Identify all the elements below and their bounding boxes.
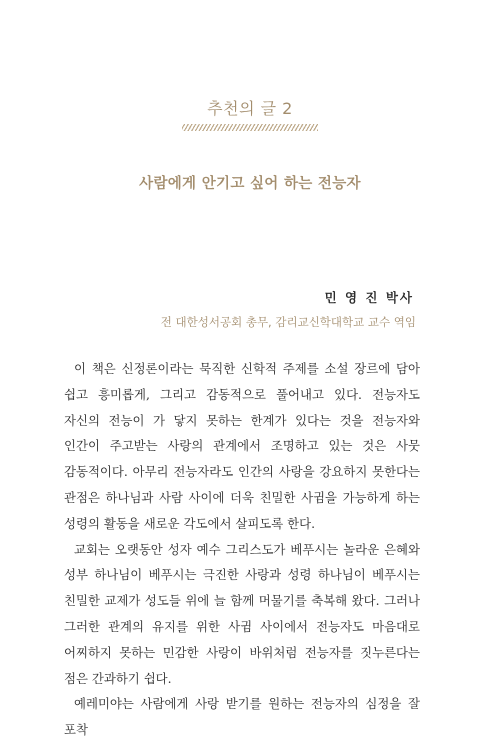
body-text bbox=[64, 356, 420, 743]
author-name: 민 영 진 박사 bbox=[324, 290, 414, 305]
author-role: 전 대한성서공회 총무, 감리교신학대학교 교수 역임 bbox=[160, 315, 416, 329]
decorative-hatch-divider bbox=[182, 124, 318, 131]
section-subtitle: 사람에게 안기고 싶어 하는 전능자 bbox=[139, 176, 361, 192]
section-title: 추천의 글 2 bbox=[207, 99, 293, 118]
body-paragraph: 교회는 오랫동안 성자 예수 그리스도가 베푸시는 놀라운 은혜와 성부 하나님이 베푸시는 극진한 사랑과 성령 하나님이 베푸시는 친밀한 교제가 성도들 위에 늘 함께 머물기를 축복해 왔다. 그러나 그러한 관계의 유지를 위한 사귐 사이에서 전능자도 마음대로 어찌하지 못하는 민감한 사랑이 바위처럼 전능자를 짓누른다는 점은 간과하기 쉽다. bbox=[64, 541, 420, 686]
body-paragraph: 이 책은 신정론이라는 묵직한 신학적 주제를 소설 장르에 담아 쉽고 흥미롭게, 그리고 감동적으로 풀어내고 있다. 전능자도 자신의 전능이 가 닿지 못하는 한계가 있다는 것을 전능자와 인간이 주고받는 사랑의 관계에서 조명하고 있는 것은 사뭇 감동적이다. 아무리 전능자라도 인간의 사랑을 강요하지 못한다는 관점은 하나님과 사람 사이에 더욱 친밀한 사귐을 가능하게 하는 성령의 활동을 새로운 각도에서 살피도록 한다. bbox=[64, 361, 420, 531]
body-paragraph: 예레미야는 사람에게 사랑 받기를 원하는 전능자의 심정을 잘 포착 bbox=[64, 696, 420, 738]
